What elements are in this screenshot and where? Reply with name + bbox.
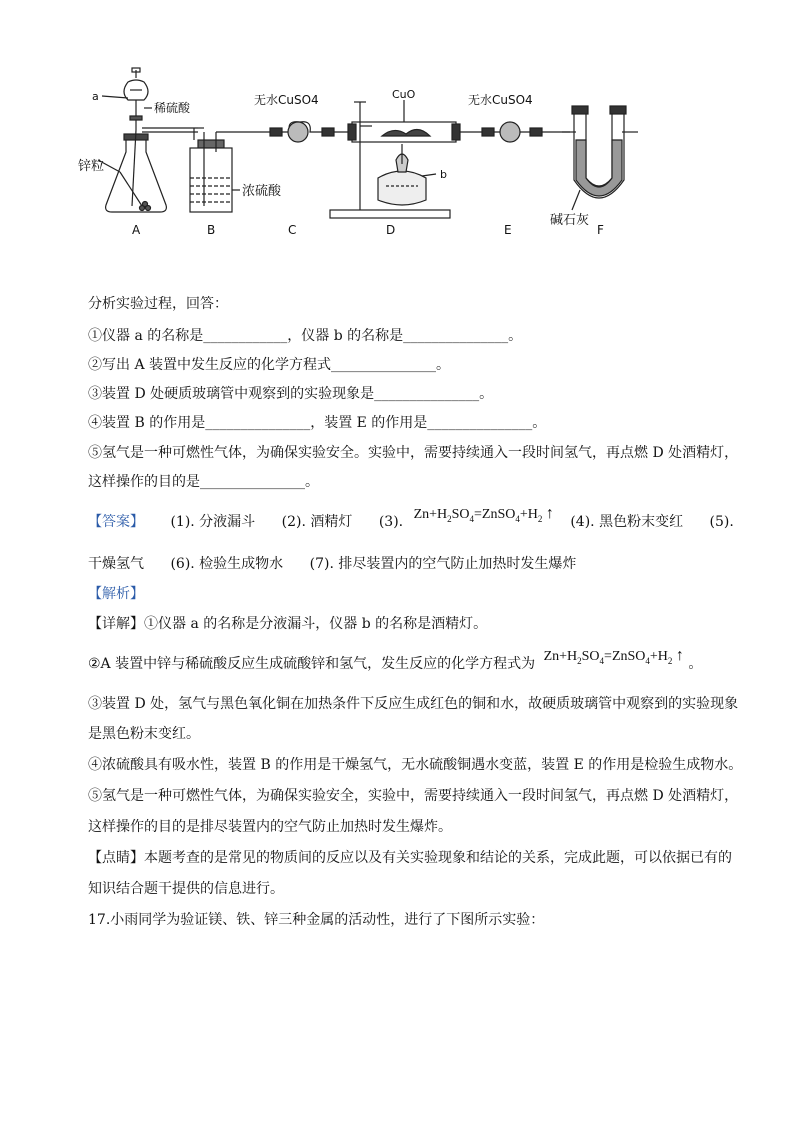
answer-4: (4). 黑色粉末变红 — [570, 514, 684, 530]
letter-e: E — [504, 223, 512, 237]
answer-5: (5). — [709, 514, 734, 530]
question-4: ④装置 B 的作用是_______________，装置 E 的作用是_______________。 — [88, 415, 547, 431]
letter-d: D — [386, 223, 396, 237]
detail-5-line-1: ⑤氢气是一种可燃性气体，为确保实验安全，实验中，需要持续通入一段时间氢气，再点燃 D 处酒精灯， — [88, 788, 739, 804]
label-conc-acid: 浓硫酸 — [242, 184, 282, 199]
question-1: ①仪器 a 的名称是____________，仪器 b 的名称是_______________。 — [88, 328, 523, 344]
apparatus-d — [330, 100, 460, 218]
answer-5-text: 干燥氢气 — [88, 556, 144, 572]
apparatus-f — [562, 106, 638, 210]
detail-4: ④浓硫酸具有吸水性，装置 B 的作用是干燥氢气，无水硫酸铜遇水变蓝，装置 E 的作用是检验生成物水。 — [88, 757, 743, 773]
detail-5-line-2: 这样操作的目的是排尽装置内的空气防止加热时发生爆炸。 — [88, 819, 452, 835]
label-cuo: CuO — [392, 88, 416, 101]
question-2: ②写出 A 装置中发生反应的化学方程式_______________。 — [88, 357, 451, 373]
dianjing-line-1: 【点睛】本题考查的是常见的物质间的反应以及有关实验现象和结论的关系，完成此题，可以依据已有的 — [88, 850, 732, 866]
answer-6: (6). 检验生成物水 — [170, 556, 284, 572]
label-a: a — [92, 90, 99, 103]
answer-2: (2). 酒精灯 — [281, 514, 353, 530]
apparatus-b — [190, 128, 270, 212]
label-zinc: 锌粒 — [78, 159, 105, 174]
label-b: b — [440, 168, 447, 181]
apparatus-diagram — [78, 60, 650, 240]
equation-detail: $Zn+H_2SO_4=ZnSO_4+H_2$ ↑ — [543, 647, 684, 666]
answer-7: (7). 排尽装置内的空气防止加热时发生爆炸 — [309, 556, 577, 572]
answer-line-1 — [88, 505, 734, 537]
detail-2: ②A 装置中锌与稀硫酸反应生成硫酸锌和氢气，发生反应的化学方程式为 $Zn+H_2SO_4=ZnSO_4+H_2$ ↑ 。 — [88, 647, 703, 672]
dianjing-line-2: 知识结合题干提供的信息进行。 — [88, 881, 284, 897]
question-5-line-1: ⑤氢气是一种可燃性气体，为确保实验安全。实验中，需要持续通入一段时间氢气，再点燃 D 处酒精灯， — [88, 445, 739, 461]
label-cuso4-1: 无水CuSO4 — [254, 93, 319, 107]
question-3: ③装置 D 处硬质玻璃管中观察到的实验现象是_______________。 — [88, 386, 494, 402]
label-cuso4-2: 无水CuSO4 — [468, 93, 533, 107]
letter-b: B — [207, 223, 216, 237]
answer-tag: 【答案】 — [88, 514, 144, 530]
intro-line: 分析实验过程，回答： — [88, 296, 228, 312]
label-soda-lime: 碱石灰 — [550, 213, 590, 228]
apparatus-e — [460, 122, 570, 142]
question-5-line-2: 这样操作的目的是_______________。 — [88, 474, 319, 490]
question-17: 17.小雨同学为验证镁、铁、锌三种金属的活动性，进行了下图所示实验： — [88, 912, 545, 928]
label-dilute-acid: 稀硫酸 — [154, 101, 191, 115]
detail-3-line-2: 是黑色粉末变红。 — [88, 726, 200, 742]
answer-3: (3). — [378, 514, 404, 530]
apparatus-a — [98, 68, 198, 212]
letter-f: F — [597, 223, 604, 237]
letter-c: C — [288, 223, 297, 237]
answer-line-2 — [88, 554, 576, 574]
detail-1: 【详解】①仪器 a 的名称是分液漏斗，仪器 b 的名称是酒精灯。 — [88, 616, 488, 632]
letter-a: A — [132, 223, 141, 237]
analysis-tag: 【解析】 — [88, 586, 144, 602]
detail-3-line-1: ③装置 D 处，氢气与黑色氧化铜在加热条件下反应生成红色的铜和水，故硬质玻璃管中观察到的实验现象 — [88, 696, 739, 712]
equation-answer: $Zn+H_2SO_4=ZnSO_4+H_2$ ↑ — [413, 505, 554, 524]
answer-1: (1). 分液漏斗 — [170, 514, 256, 530]
apparatus-c — [270, 122, 352, 142]
